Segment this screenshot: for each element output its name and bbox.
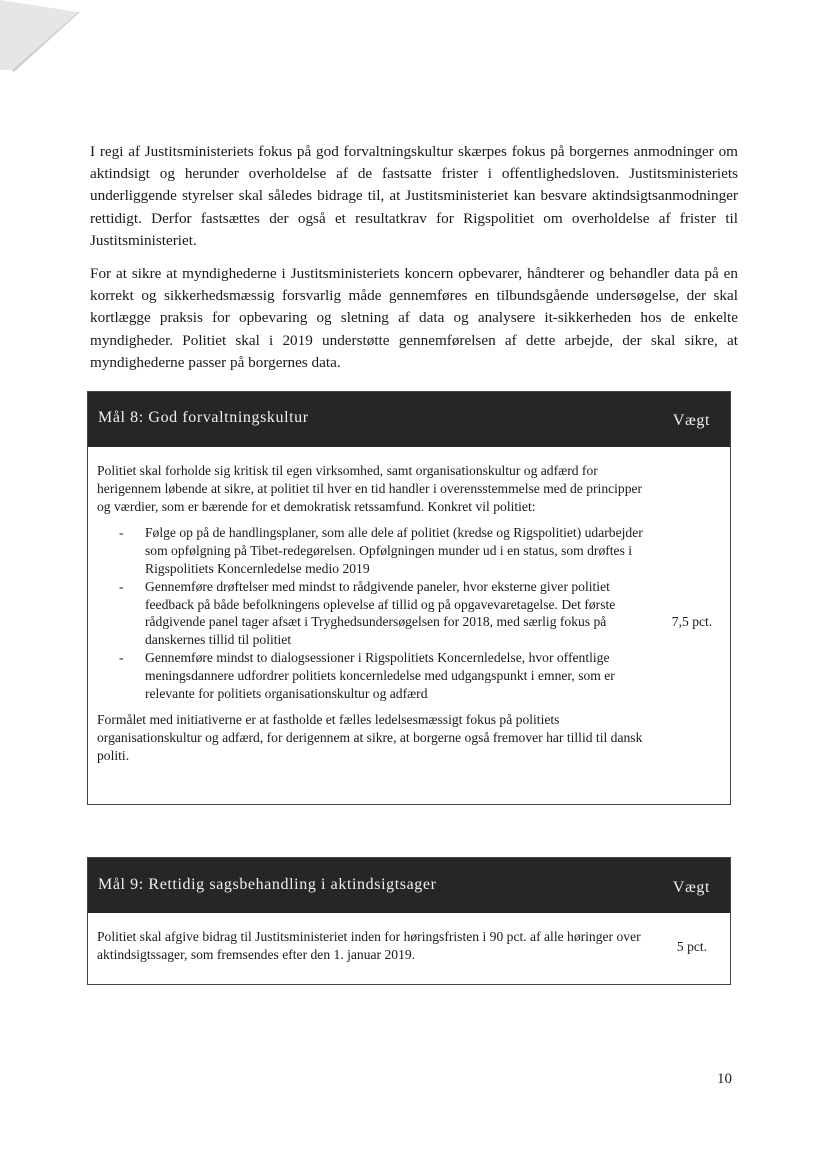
page-corner-fold	[0, 0, 80, 72]
goal-8-body	[88, 447, 730, 804]
goal-9-header	[88, 858, 730, 913]
list-item	[97, 524, 653, 577]
goal-9-weight-value: 5 pct.	[676, 939, 708, 954]
goal-9-body	[88, 913, 730, 984]
list-item-text: Gennemføre drøftelser med mindst to rådgivende paneler, hvor eksterne giver politiet feedback på både befolkningens oplevelse af tillid og på opgavevaretagelse. Det første rådgivende panel tager afsæt i Tryghedsundersøgelsen for 2018, med særlig fokus på danskernes tillid til politiet	[145, 578, 616, 648]
goal-8-weight-header: Vægt	[672, 412, 710, 429]
goal-9-weight-header: Vægt	[672, 879, 710, 896]
list-item	[97, 649, 653, 702]
page-number: 10	[717, 1071, 732, 1087]
goal-8-closing: Formålet med initiativerne er at fastholde et fælles ledelsesmæssigt fokus på politiets organisationskultur og adfærd, for derigennem at sikre, at borgerne også fremover har tillid til dansk politi.	[97, 712, 643, 763]
intro-paragraph-1: I regi af Justitsministeriets fokus på god forvaltningskultur skærpes fokus på borgernes anmodninger om aktindsigt og herunder overholdelse af de fastsatte frister i offentlighedsloven. Justitsministeriets underliggende styrelser skal således bidrage til, at Justitsministeriet kan besvare aktindsigtsanmodninger rettidigt. Derfor fastsættes der også et resultatkrav for Rigspolitiet om overholdelse af frister til Justitsministeriet.	[90, 143, 738, 249]
list-item-text: Følge op på de handlingsplaner, som alle dele af politiet (kredse og Rigspolitiet) udarbejder som opfølgning på Tibet-redegørelsen. Opfølgningen munder ud i en status, som drøftes i Rigspolitiets Koncernledelse medio 2019	[145, 525, 643, 576]
bullet-marker: -	[119, 649, 124, 665]
goal-8-weight-value: 7,5 pct.	[671, 614, 713, 629]
bullet-marker: -	[119, 525, 124, 541]
goal-8-title: Mål 8: God forvaltningskultur	[98, 409, 309, 426]
goal-9-box	[87, 857, 731, 985]
goal-8-header	[88, 392, 730, 447]
goal-9-title: Mål 9: Rettidig sagsbehandling i aktindsigtsager	[98, 876, 437, 893]
list-item	[97, 578, 653, 649]
goal-9-text	[97, 928, 657, 964]
bullet-marker: -	[119, 578, 124, 594]
goal-8-bullet-list	[97, 524, 653, 702]
goal-9-paragraph: Politiet skal afgive bidrag til Justitsministeriet inden for høringsfristen i 90 pct. af alle høringer over aktindsigtssager, som fremsendes efter den 1. januar 2019.	[97, 929, 641, 962]
list-item-text: Gennemføre mindst to dialogsessioner i Rigspolitiets Koncernledelse, hvor offentlige meningsdannere udfordrer politiets koncernledelse med udgangspunkt i emner, som er relevante for politiets organisationskultur og adfærd	[145, 649, 615, 701]
intro-paragraph-2: For at sikre at myndighederne i Justitsministeriets koncern opbevarer, håndterer og behandler data på en korrekt og sikkerhedsmæssig forsvarlig måde gennemføres en tilbundsgående undersøgelse, der skal kortlægge praksis for opbevaring og sletning af data og analysere it-sikkerheden hos de enkelte myndigheder. Politiet skal i 2019 understøtte gennemførelsen af dette arbejde, der skal sikre, at myndighederne passer på borgernes data.	[90, 265, 738, 371]
goal-8-box	[87, 391, 731, 805]
goal-8-intro: Politiet skal forholde sig kritisk til egen virksomhed, samt organisationskultur og adfærd for herigennem løbende at sikre, at politiet til hver en tid handler i overensstemmelse med de principper og værdier, som er bærende for et demokratisk retssamfund. Konkret vil politiet:	[97, 463, 643, 514]
goal-8-text	[97, 462, 653, 765]
